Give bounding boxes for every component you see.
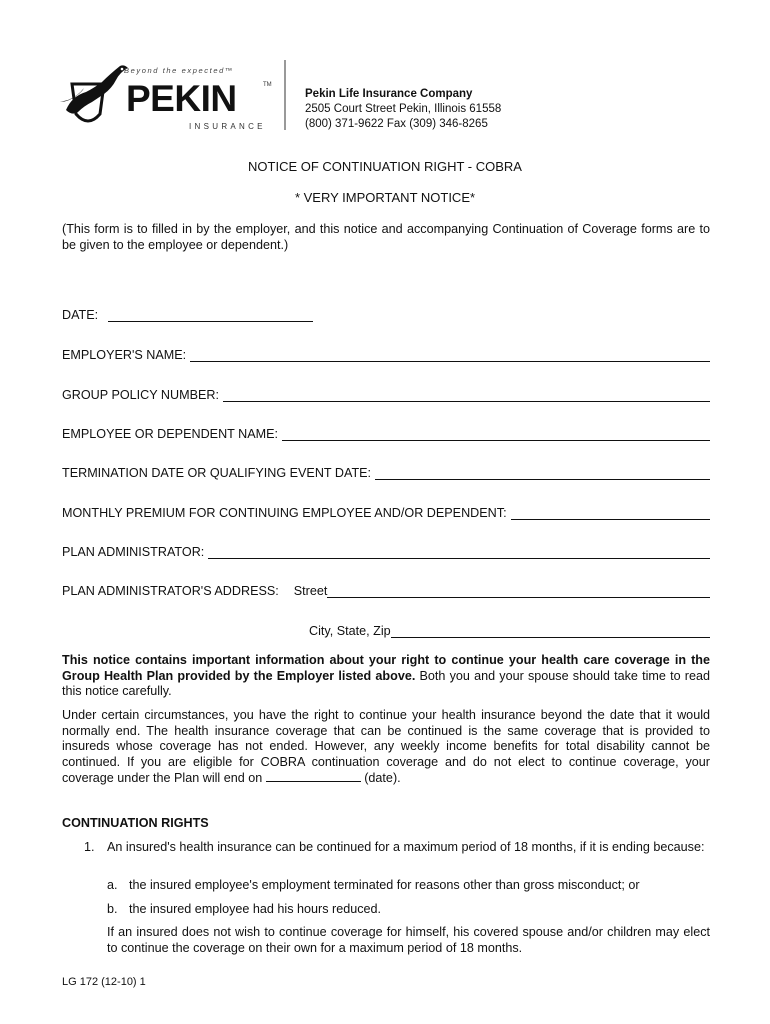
street-input-line[interactable]	[327, 584, 710, 598]
page-title: NOTICE OF CONTINUATION RIGHT - COBRA	[248, 159, 522, 174]
company-info	[305, 87, 501, 132]
employer-name-field	[62, 344, 710, 362]
item-1-text: An insured's health insurance can be continued for a maximum period of 18 months, if it is ending because:	[107, 840, 705, 854]
plan-admin-label: PLAN ADMINISTRATOR:	[62, 545, 205, 559]
city-state-zip-field	[309, 620, 710, 638]
logo-subtitle: INSURANCE	[189, 122, 266, 131]
group-policy-label: GROUP POLICY NUMBER:	[62, 388, 219, 402]
company-address: 2505 Court Street Pekin, Illinois 61558	[305, 103, 502, 115]
item-1-number: 1.	[84, 840, 95, 854]
company-name: Pekin Life Insurance Company	[305, 88, 473, 100]
notice-rest-text: Both you and your spouse should take time to read this notice carefully.	[62, 668, 710, 699]
employee-name-label: EMPLOYEE OR DEPENDENT NAME:	[62, 427, 279, 441]
item-1a-text: the insured employee's employment terminated for reasons other than gross misconduct; or	[129, 878, 640, 892]
date-field	[62, 304, 710, 322]
circumstances-date-suffix: (date).	[360, 771, 401, 786]
logo-tagline: Beyond the expected™	[124, 66, 234, 75]
logo-trademark: TM	[263, 82, 272, 88]
important-notice: * VERY IMPORTANT NOTICE*	[294, 190, 476, 205]
street-label: Street	[293, 584, 328, 598]
form-footer-code: LG 172 (12-10) 1	[62, 976, 146, 988]
monthly-premium-input-line[interactable]	[511, 506, 710, 520]
termination-date-input-line[interactable]	[375, 466, 710, 480]
termination-date-field	[62, 462, 710, 480]
monthly-premium-label: MONTHLY PREMIUM FOR CONTINUING EMPLOYEE AND/OR DEPENDENT:	[62, 506, 507, 520]
date-input-line[interactable]	[108, 308, 313, 322]
city-state-zip-input-line[interactable]	[391, 624, 710, 638]
logo-wordmark: PEKIN	[126, 78, 237, 119]
employee-name-input-line[interactable]	[282, 427, 710, 441]
item-1-followup: If an insured does not wish to continue coverage for himself, his covered spouse and/or children may elect to continue the coverage on their own for a maximum period of 18 months.	[107, 925, 710, 955]
termination-date-label: TERMINATION DATE OR QUALIFYING EVENT DATE:	[62, 466, 372, 480]
eagle-shield-icon	[58, 62, 130, 134]
employee-name-field	[62, 423, 710, 441]
notice-bold-text: This notice contains important information about your right to continue your health care coverage in the Group Health Plan provided by the Employer listed above.	[62, 653, 710, 683]
plan-admin-field	[62, 541, 710, 559]
item-1a-letter: a.	[107, 878, 118, 892]
intro-paragraph: (This form is to filled in by the employer, and this notice and accompanying Continuation of Coverage forms are to be given to the employee or dependent.)	[62, 222, 710, 252]
circumstances-text: Under certain circumstances, you have the right to continue your health insurance beyond the date that it would normally end. The health insurance coverage that can be continued is the same coverage that is provided to insureds whose coverage has not ended. However, any weekly income benefits for total disability cannot be continued. If you are eligible for COBRA continuation coverage and do not elect to continue coverage, your coverage under the Plan will end on	[62, 708, 710, 786]
plan-admin-input-line[interactable]	[208, 545, 710, 559]
company-phone: (800) 371-9622 Fax (309) 346-8265	[305, 118, 488, 130]
group-policy-field	[62, 384, 710, 402]
header-divider	[284, 60, 286, 130]
circumstances-paragraph	[62, 708, 710, 787]
pekin-logo	[58, 62, 273, 134]
item-1b-text: the insured employee had his hours reduced.	[129, 902, 382, 916]
notice-paragraph	[62, 653, 710, 700]
date-label: DATE:	[62, 308, 99, 322]
coverage-end-date-line[interactable]	[266, 770, 361, 782]
continuation-rights-heading: CONTINUATION RIGHTS	[62, 816, 209, 830]
item-1b-letter: b.	[107, 902, 118, 916]
group-policy-input-line[interactable]	[223, 388, 710, 402]
plan-admin-street-field	[62, 580, 710, 598]
employer-name-input-line[interactable]	[190, 348, 710, 362]
plan-admin-address-label: PLAN ADMINISTRATOR'S ADDRESS:	[62, 584, 279, 598]
city-state-zip-label: City, State, Zip	[309, 624, 391, 638]
employer-name-label: EMPLOYER'S NAME:	[62, 348, 187, 362]
monthly-premium-field	[62, 502, 710, 520]
